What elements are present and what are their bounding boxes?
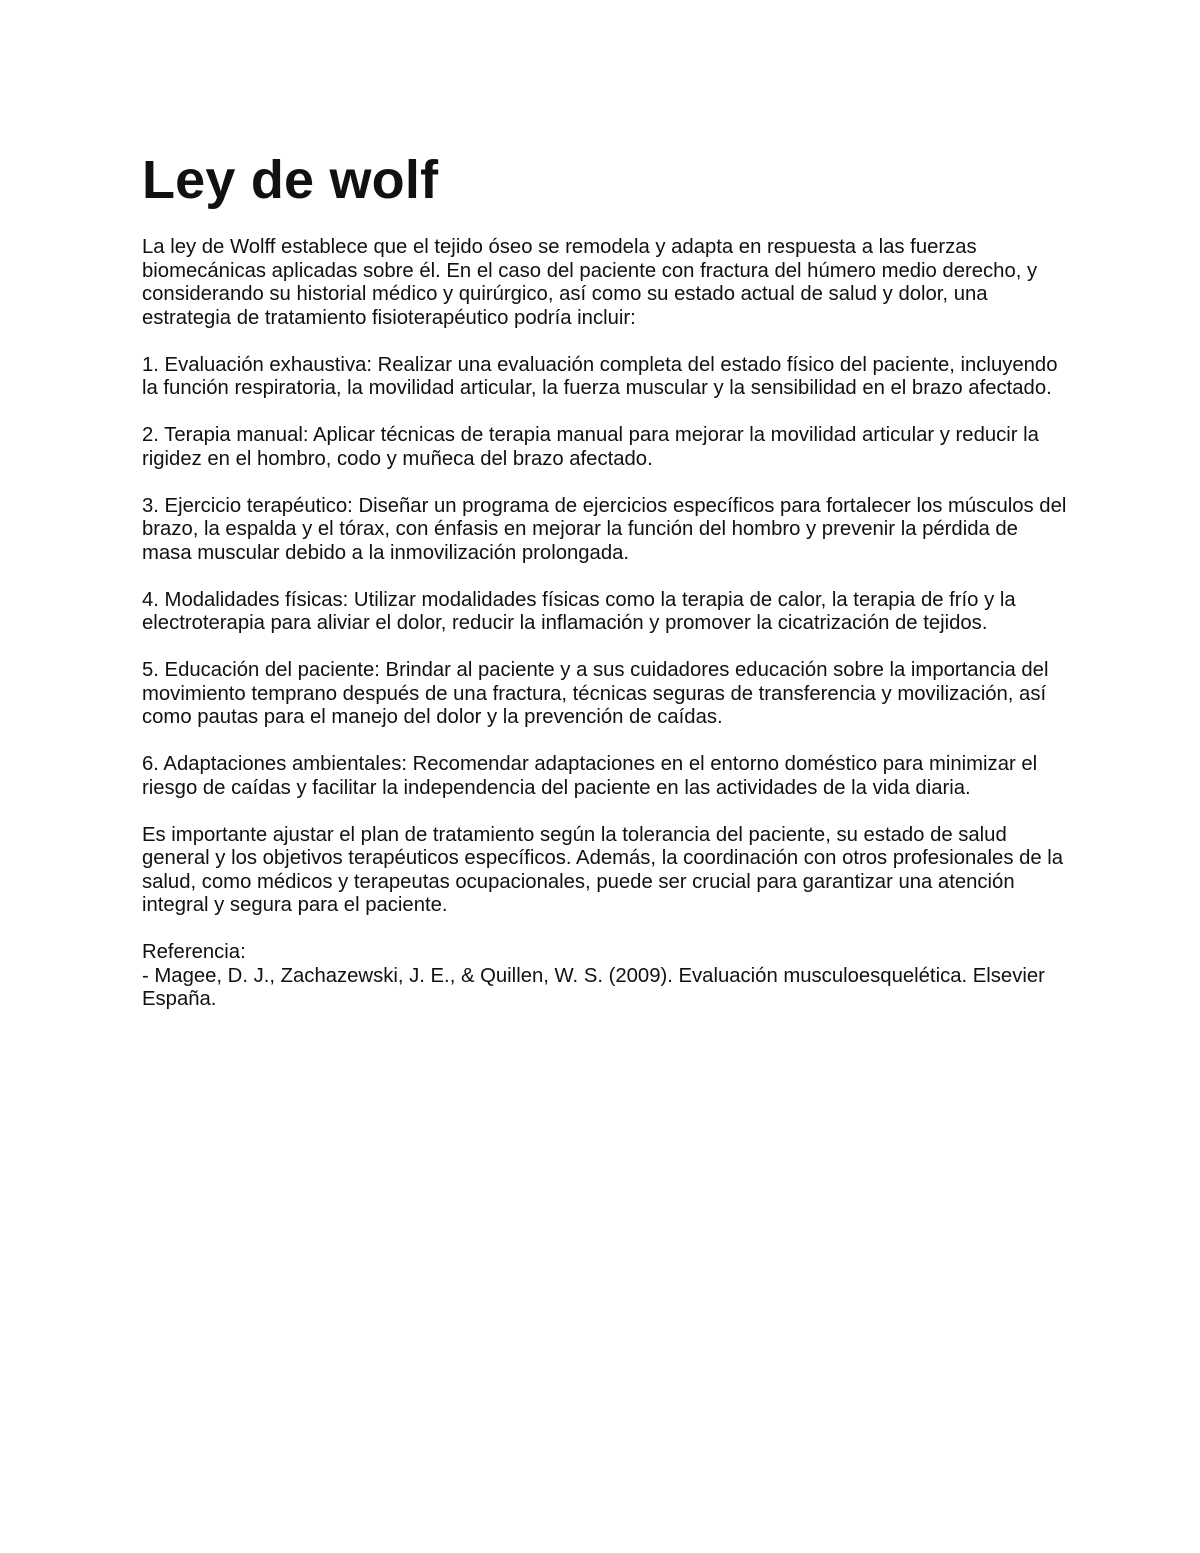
document-page: [142, 140, 1072, 1012]
reference-section: [142, 941, 1072, 1012]
intro-paragraph: La ley de Wolff establece que el tejido óseo se remodela y adapta en respuesta a las fuerzas biomecánicas aplicadas sobre él. En el caso del paciente con fractura del húmero medio derecho, y considerando su historial médico y quirúrgico, así como su estado actual de salud y dolor, una estrategia de tratamiento fisioterapéutico podría incluir:: [142, 236, 1038, 329]
list-item-adaptaciones: 6. Adaptaciones ambientales: Recomendar adaptaciones en el entorno doméstico para minimizar el riesgo de caídas y facilitar la independencia del paciente en las actividades de la vida diaria.: [142, 753, 1038, 799]
list-item-modalidades: 4. Modalidades físicas: Utilizar modalidades físicas como la terapia de calor, la terapia de frío y la electroterapia para aliviar el dolor, reducir la inflamación y promover la cicatrización de tejidos.: [142, 588, 1016, 634]
list-item-evaluacion: 1. Evaluación exhaustiva: Realizar una evaluación completa del estado físico del paciente, incluyendo la función respiratoria, la movilidad articular, la fuerza muscular y la sensibilidad en el brazo afectado.: [142, 353, 1058, 399]
list-item-terapia-manual: 2. Terapia manual: Aplicar técnicas de terapia manual para mejorar la movilidad articular y reducir la rigidez en el hombro, codo y muñeca del brazo afectado.: [142, 424, 1039, 470]
reference-citation: - Magee, D. J., Zachazewski, J. E., & Quillen, W. S. (2009). Evaluación musculoesquelética. Elsevier España.: [142, 964, 1045, 1010]
document-body: [142, 236, 1072, 1012]
document-title: Ley de wolf: [142, 150, 439, 210]
reference-heading: Referencia:: [142, 941, 246, 963]
list-item-educacion: 5. Educación del paciente: Brindar al paciente y a sus cuidadores educación sobre la importancia del movimiento temprano después de una fractura, técnicas seguras de transferencia y movilización, así como pautas para el manejo del dolor y la prevención de caídas.: [142, 659, 1049, 728]
closing-paragraph: Es importante ajustar el plan de tratamiento según la tolerancia del paciente, su estado de salud general y los objetivos terapéuticos específicos. Además, la coordinación con otros profesionales de la salud, como médicos y terapeutas ocupacionales, puede ser crucial para garantizar una atención integral y segura para el paciente.: [142, 823, 1064, 916]
list-item-ejercicio: 3. Ejercicio terapéutico: Diseñar un programa de ejercicios específicos para fortalecer los músculos del brazo, la espalda y el tórax, con énfasis en mejorar la función del hombro y prevenir la pérdida de masa muscular debido a la inmovilización prolongada.: [142, 494, 1067, 564]
